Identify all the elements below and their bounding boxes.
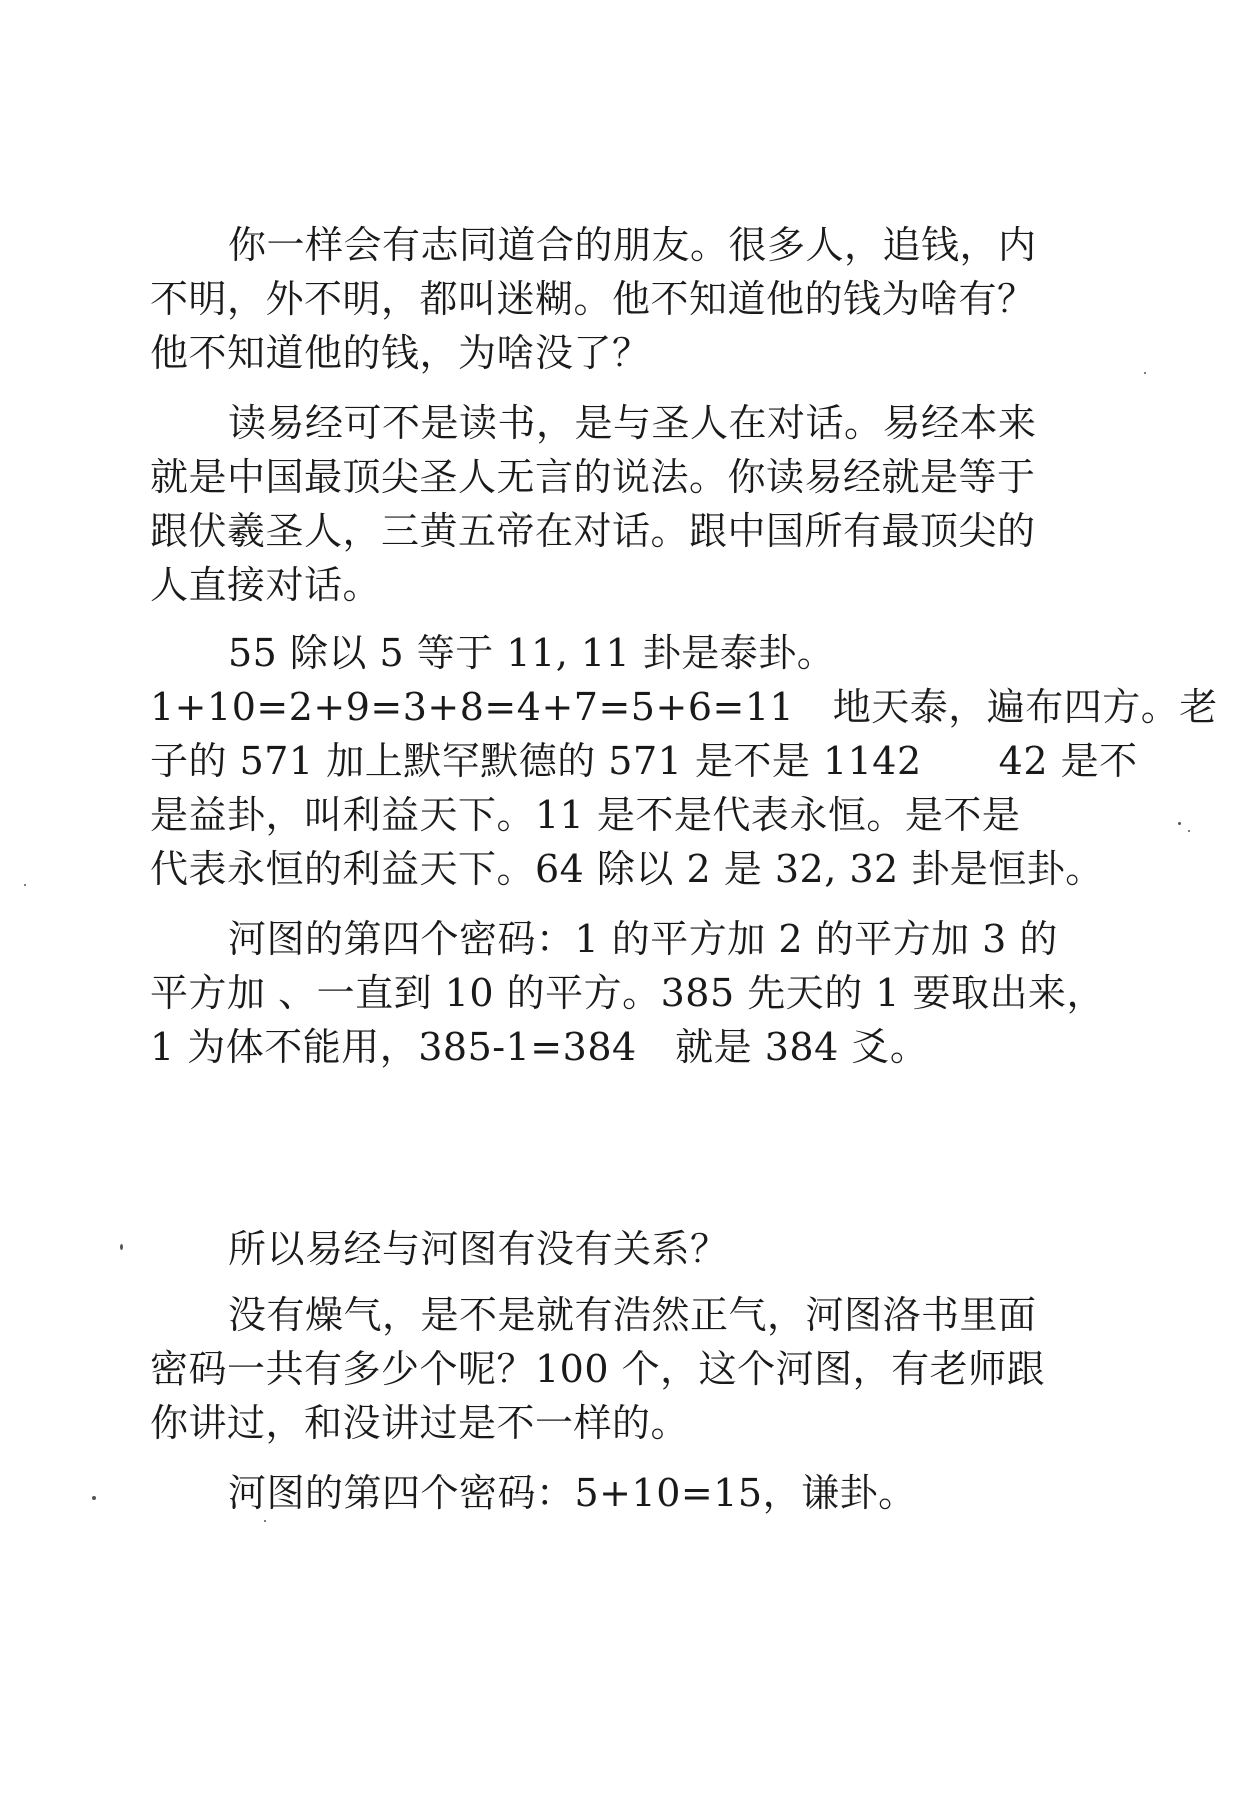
- text-line: 河图的第四个密码：1 的平方加 2 的平方加 3 的: [228, 917, 1058, 961]
- scan-speck: [1144, 372, 1146, 374]
- text-line: 人直接对话。: [150, 563, 382, 607]
- text-line: 子的 571 加上默罕默德的 571 是不是 1142 42 是不: [150, 739, 1138, 783]
- text-line: 代表永恒的利益天下。64 除以 2 是 32, 32 卦是恒卦。: [150, 847, 1104, 891]
- paragraph-7: [150, 1466, 1050, 1520]
- text-line: 平方加 、一直到 10 的平方。385 先天的 1 要取出来，: [150, 971, 1106, 1015]
- text-line: 河图的第四个密码：5+10=15，谦卦。: [228, 1471, 917, 1515]
- paragraph-2: [150, 396, 1050, 612]
- text-line: 读易经可不是读书，是与圣人在对话。易经本来: [228, 401, 1037, 445]
- scan-speck: [264, 1520, 266, 1522]
- text-line: 没有燥气，是不是就有浩然正气，河图洛书里面: [228, 1293, 1037, 1337]
- scan-speck: [92, 1496, 96, 1500]
- text-line: 1+10=2+9=3+8=4+7=5+6=11 地天泰，遍布四方。老: [150, 685, 1218, 729]
- scan-speck: [120, 1244, 123, 1250]
- text-line: 你讲过，和没讲过是不一样的。: [150, 1401, 690, 1445]
- paragraph-5: [150, 1222, 1050, 1276]
- scan-speck: [24, 884, 26, 886]
- scan-speck: [1178, 822, 1181, 825]
- text-line: 他不知道他的钱，为啥没了？: [150, 331, 651, 375]
- paragraph-6: [150, 1288, 1050, 1450]
- paragraph-4: [150, 912, 1106, 1074]
- text-line: 密码一共有多少个呢？100 个，这个河图，有老师跟: [150, 1347, 1046, 1391]
- text-line: 你一样会有志同道合的朋友。很多人，追钱，内: [228, 223, 1037, 267]
- text-line: 1 为体不能用，385-1=384 就是 384 爻。: [150, 1025, 929, 1069]
- text-line: 是益卦，叫利益天下。11 是不是代表永恒。是不是: [150, 793, 1021, 837]
- text-line: 所以易经与河图有没有关系？: [228, 1227, 729, 1271]
- text-line: 就是中国最顶尖圣人无言的说法。你读易经就是等于: [150, 455, 1036, 499]
- text-line: 55 除以 5 等于 11, 11 卦是泰卦。: [228, 631, 836, 675]
- text-line: 不明，外不明，都叫迷糊。他不知道他的钱为啥有？: [150, 277, 1036, 321]
- text-line: 跟伏羲圣人，三黄五帝在对话。跟中国所有最顶尖的: [150, 509, 1036, 553]
- paragraph-1: [150, 218, 1050, 380]
- paragraph-3: [150, 626, 1218, 896]
- scan-speck: [1188, 830, 1190, 832]
